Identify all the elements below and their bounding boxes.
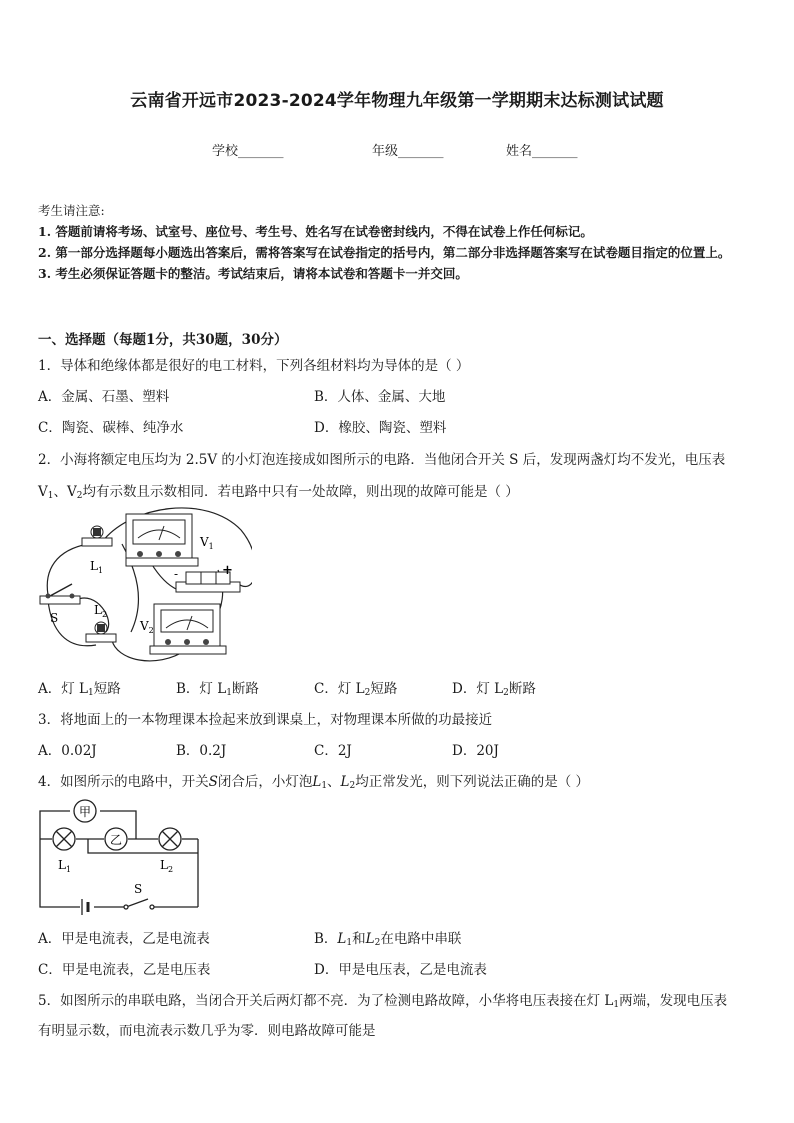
meter-jia-label: 甲 bbox=[79, 805, 92, 819]
voltmeter-v1 bbox=[126, 514, 198, 566]
notice-item-2: 2. 第一部分选择题每小题选出答案后，需将答案写在试卷指定的括号内，第二部分非选择题答案写在试卷题目指定的位置上。 bbox=[38, 245, 731, 260]
q5-stem-line1: 5．如图所示的串联电路，当闭合开关后两灯都不亮．为了检测电路故障，小华将电压表接在灯 $L_1$两端，发现电压表 bbox=[38, 993, 728, 1010]
label-s: S bbox=[134, 882, 143, 896]
q1-option-c: C．陶瓷、碳棒、纯净水 bbox=[38, 420, 184, 436]
grade-field: 年级_______ bbox=[372, 144, 444, 159]
q2-option-d: D．灯 $L_2$断路 bbox=[452, 681, 536, 698]
meter-yi-label: 乙 bbox=[110, 833, 123, 847]
q4-stem: 4．如图所示的电路中，开关S闭合后，小灯泡$L_1$、$L_2$均正常发光，则下列说法正确的是（ ） bbox=[38, 774, 590, 791]
name-field: 姓名_______ bbox=[506, 144, 578, 159]
q3-option-d: D．20J bbox=[452, 743, 499, 759]
battery-plus: + bbox=[222, 563, 233, 578]
q4-option-c: C．甲是电流表，乙是电压表 bbox=[38, 962, 211, 978]
q4-option-b: B．$L_1$和$L_2$在电路中串联 bbox=[314, 931, 462, 948]
q4-option-a: A．甲是电流表，乙是电流表 bbox=[38, 931, 210, 947]
q1-option-b: B．人体、金属、大地 bbox=[314, 389, 446, 405]
notice-item-1: 1. 答题前请将考场、试室号、座位号、考生号、姓名写在试卷密封线内，不得在试卷上作任何标记。 bbox=[38, 224, 593, 239]
q4-circuit-figure bbox=[36, 795, 204, 917]
battery-minus: - bbox=[174, 567, 179, 581]
notice-block bbox=[38, 200, 768, 284]
label-l2: $L_2$ bbox=[160, 858, 174, 874]
notice-heading: 考生请注意: bbox=[38, 203, 105, 218]
q3-option-a: A．0.02J bbox=[38, 743, 97, 759]
q2-option-a: A．灯 $L_1$短路 bbox=[38, 681, 121, 698]
section-title: 一、选择题（每题1分，共30题，30分） bbox=[38, 332, 288, 348]
label-l1: $L_1$ bbox=[58, 858, 72, 874]
label-v2: $V_2$ bbox=[140, 619, 154, 635]
voltmeter-v2 bbox=[150, 604, 226, 654]
q3-option-c: C．2J bbox=[314, 743, 352, 759]
q2-stem-line1: 2．小海将额定电压均为 2.5V 的小灯泡连接成如图所示的电路．当他闭合开关 S 后，发现两盏灯均不发光，电压表 bbox=[38, 452, 726, 468]
q2-option-b: B．灯 $L_1$断路 bbox=[176, 681, 259, 698]
q3-option-b: B．0.2J bbox=[176, 743, 227, 759]
label-v1: $V_1$ bbox=[200, 535, 214, 551]
q1-stem: 1．导体和绝缘体都是很好的电工材料，下列各组材料均为导体的是（ ） bbox=[38, 358, 470, 374]
q5-stem-line2: 有明显示数，而电流表示数几乎为零．则电路故障可能是 bbox=[38, 1023, 376, 1039]
q2-option-c: C．灯 $L_2$短路 bbox=[314, 681, 398, 698]
q3-stem: 3．将地面上的一本物理课本捡起来放到课桌上，对物理课本所做的功最接近 bbox=[38, 712, 493, 728]
lamp-l2 bbox=[86, 622, 116, 642]
label-s: S bbox=[50, 611, 59, 625]
school-field: 学校_______ bbox=[212, 144, 284, 159]
q2-stem-line2: $V_1$、$V_2$均有示数且示数相同．若电路中只有一处故障，则出现的故障可能是（ ） bbox=[38, 484, 519, 501]
switch-s bbox=[40, 584, 80, 604]
q2-circuit-figure bbox=[36, 500, 252, 670]
q1-option-a: A．金属、石墨、塑料 bbox=[38, 389, 170, 405]
label-l1: $L_1$ bbox=[90, 559, 104, 575]
label-l2: $L_2$ bbox=[94, 603, 108, 619]
q1-option-d: D．橡胶、陶瓷、塑料 bbox=[314, 420, 447, 436]
q4-option-d: D．甲是电压表，乙是电流表 bbox=[314, 962, 487, 978]
notice-item-3: 3. 考生必须保证答题卡的整洁。考试结束后，请将本试卷和答题卡一并交回。 bbox=[38, 266, 468, 281]
exam-title: 云南省开远市2023-2024学年物理九年级第一学期期末达标测试试题 bbox=[130, 91, 664, 111]
